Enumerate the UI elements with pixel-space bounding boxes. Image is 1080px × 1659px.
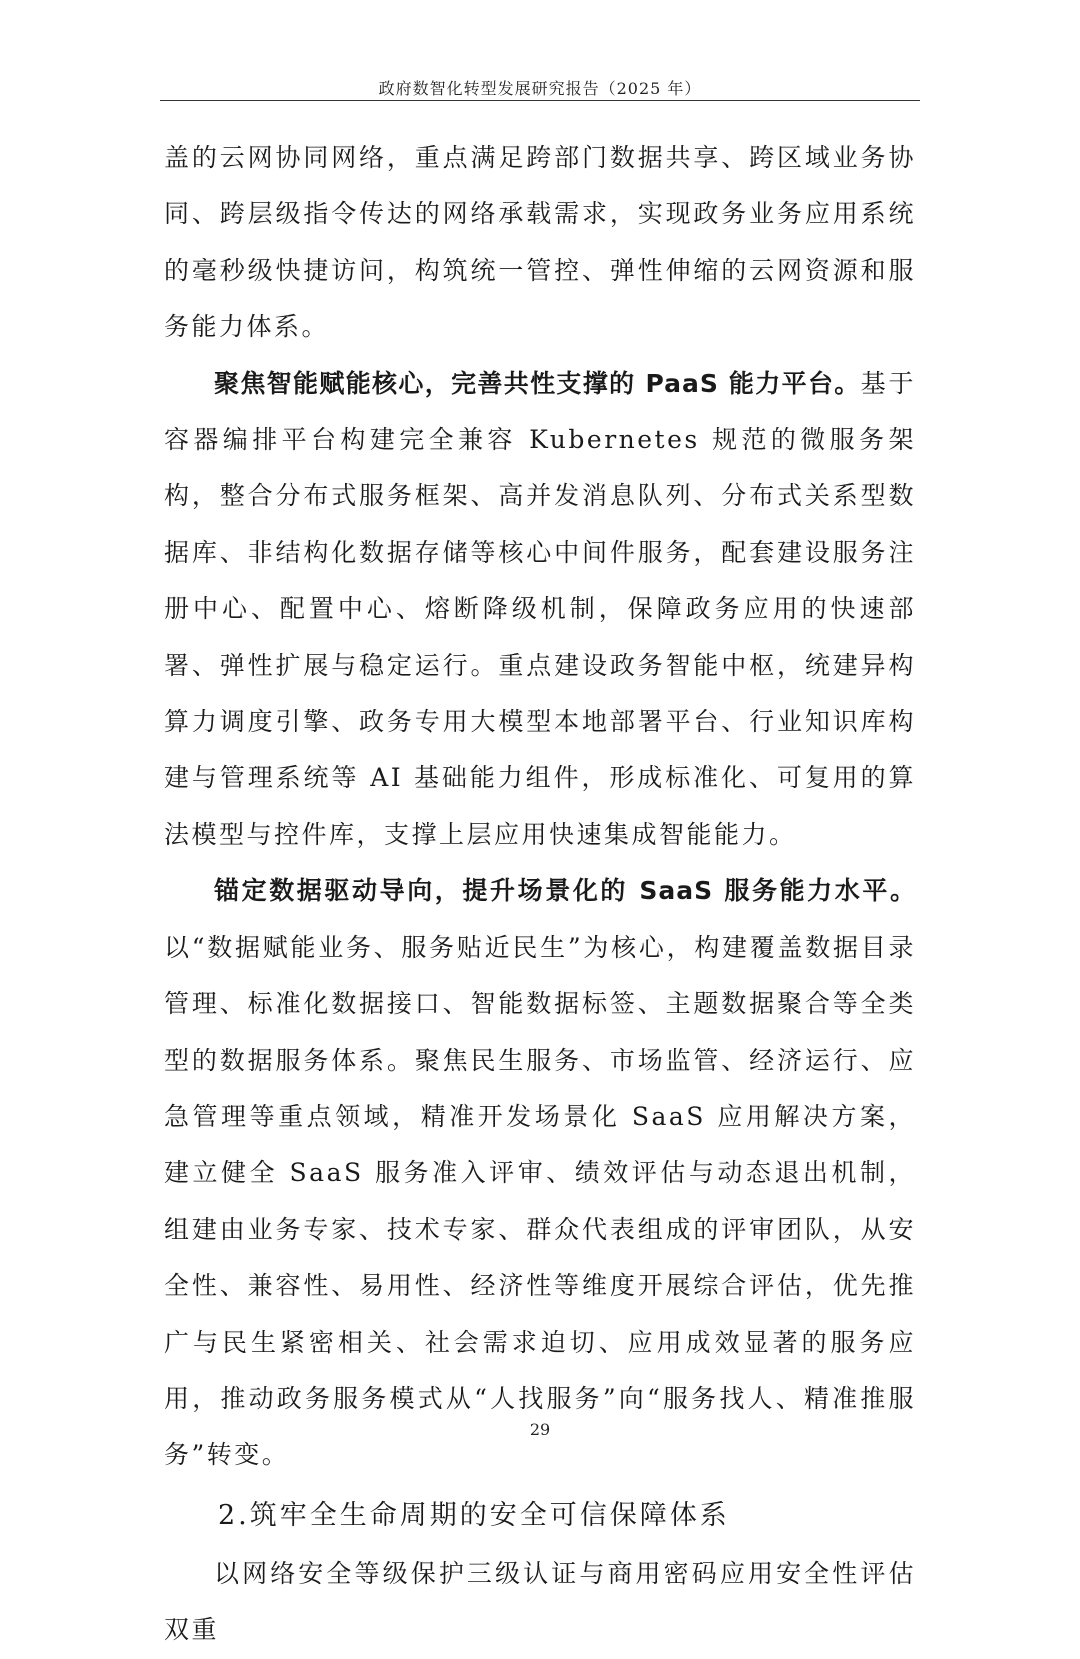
page-number: 29: [529, 1420, 551, 1439]
paragraph-saas: [164, 863, 916, 1483]
paragraph-security: [164, 1546, 916, 1659]
paragraph-paas: [164, 356, 916, 864]
paragraph-continued: [164, 130, 916, 356]
header-divider: [160, 100, 920, 101]
paragraph-text-security: 以网络安全等级保护三级认证与商用密码应用安全性评估双重: [164, 1558, 916, 1645]
paragraph-lead-paas: 聚焦智能赋能核心，完善共性支撑的 PaaS 能力平台。: [214, 368, 861, 398]
section-heading: 2.筑牢全生命周期的安全可信保障体系: [218, 1499, 730, 1531]
paragraph-text-saas: 以“数据赋能业务、服务贴近民生”为核心，构建覆盖数据目录管理、标准化数据接口、智能数据标签、主题数据聚合等全类型的数据服务体系。聚焦民生服务、市场监管、经济运行、应急管理等重点领域，精准开发场景化 SaaS 应用解决方案，建立健全 SaaS 服务准入评审、绩效评估与动态退出机制，组建由业务专家、技术专家、群众代表组成的评审团队，从安全性、兼容性、易用性、经济性等维度开展综合评估，优先推广与民生紧密相关、社会需求迫切、应用成效显著的服务应用，推动政务服务模式从“人找服务”向“服务找人、精准推服务”转变。: [164, 932, 916, 1470]
paragraph-lead-saas: 锚定数据驱动导向，提升场景化的 SaaS 服务能力水平。: [214, 876, 916, 906]
paragraph-text-paas: 基于容器编排平台构建完全兼容 Kubernetes 规范的微服务架构，整合分布式服务框架、高并发消息队列、分布式关系型数据库、非结构化数据存储等核心中间件服务，配套建设服务注册中心、配置中心、熔断降级机制，保障政务应用的快速部署、弹性扩展与稳定运行。重点建设政务智能中枢，统建异构算力调度引擎、政务专用大模型本地部署平台、行业知识库构建与管理系统等 AI 基础能力组件，形成标准化、可复用的算法模型与控件库，支撑上层应用快速集成智能能力。: [164, 368, 916, 849]
running-header: 政府数智化转型发展研究报告（2025 年）: [378, 79, 702, 98]
paragraph-text: 盖的云网协同网络，重点满足跨部门数据共享、跨区域业务协同、跨层级指令传达的网络承载需求，实现政务业务应用系统的毫秒级快捷访问，构筑统一管控、弹性伸缩的云网资源和服务能力体系。: [164, 143, 916, 342]
